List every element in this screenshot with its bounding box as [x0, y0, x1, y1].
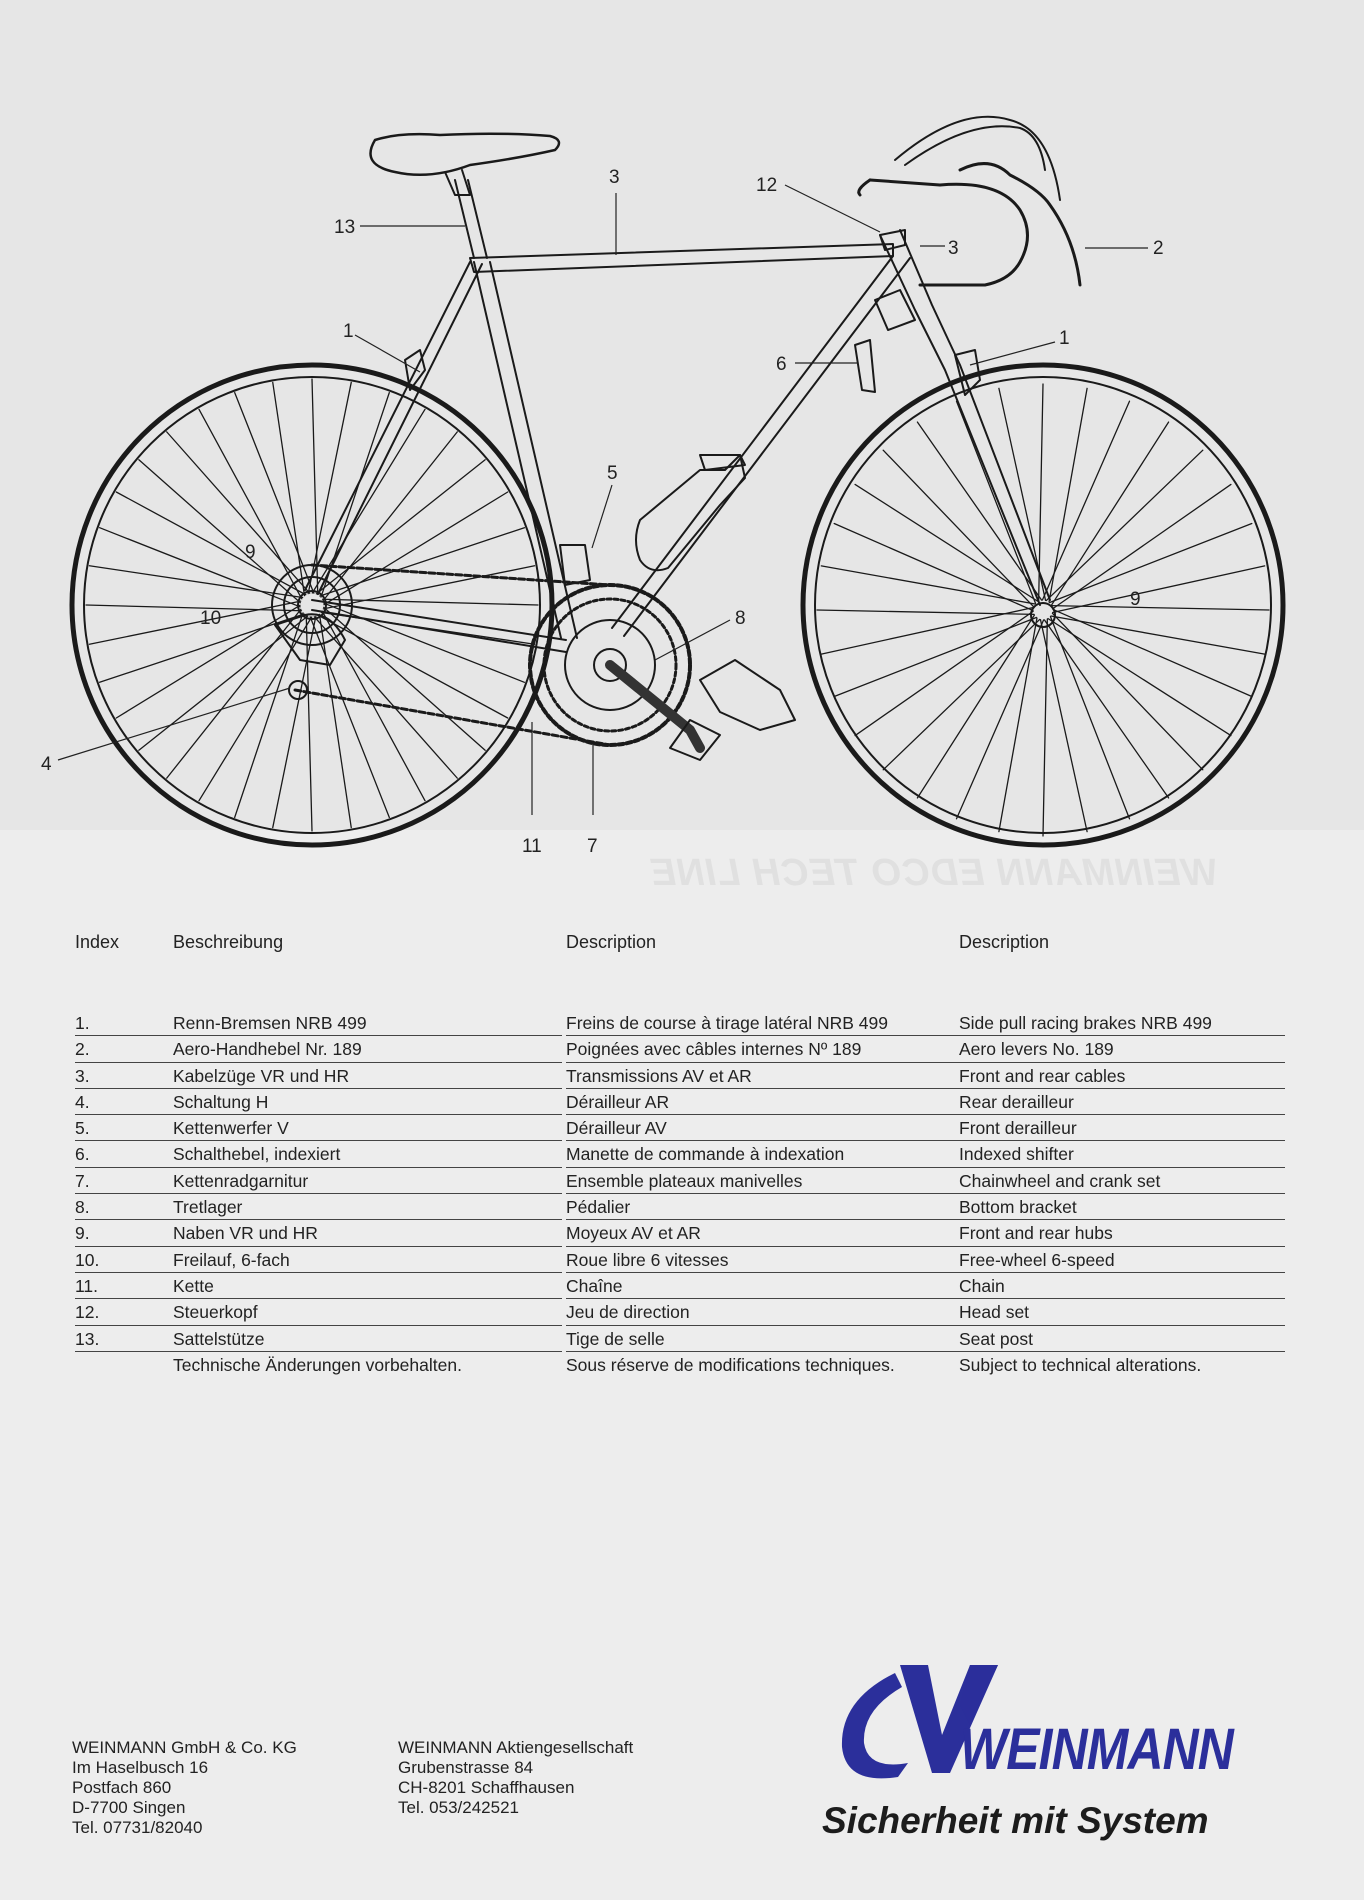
row-en: Bottom bracket	[959, 1197, 1077, 1218]
row-de: Aero-Handhebel Nr. 189	[173, 1039, 362, 1060]
row-fr: Moyeux AV et AR	[566, 1223, 701, 1244]
address-line: D-7700 Singen	[72, 1798, 186, 1817]
table-row	[75, 1273, 1285, 1299]
spoke	[1053, 609, 1252, 696]
spoke	[999, 618, 1037, 832]
header-fr: Description	[566, 932, 657, 952]
spoke	[273, 382, 305, 595]
row-de: Kette	[173, 1275, 214, 1296]
row-en: Indexed shifter	[959, 1144, 1074, 1165]
spoke	[199, 617, 312, 801]
rear-derailleur	[272, 565, 352, 699]
callout-label: 1	[343, 321, 354, 342]
row-de: Steuerkopf	[173, 1302, 258, 1323]
spoke	[883, 619, 1040, 769]
table-row	[75, 1299, 1285, 1325]
spoke	[199, 409, 302, 598]
spoke	[324, 607, 485, 750]
front-derailleur	[560, 545, 590, 585]
address-switzerland	[398, 1738, 633, 1818]
callout-label: 9	[245, 542, 256, 563]
row-de: Kabelzüge VR und HR	[173, 1065, 350, 1086]
address-line: Tel. 053/242521	[398, 1798, 519, 1817]
callout-label: 1	[1059, 328, 1070, 349]
table-row	[75, 1141, 1285, 1167]
spoke	[322, 611, 425, 800]
table-row	[75, 1010, 1285, 1036]
callout-label: 6	[776, 354, 787, 375]
bicycle-diagram	[0, 0, 1364, 880]
spoke	[855, 484, 1038, 601]
note-en: Subject to technical alterations.	[959, 1354, 1202, 1375]
callout-label: 9	[1130, 589, 1141, 610]
ghost-title: WEINMANN EDCO TECH LINE	[650, 852, 1218, 894]
callout-label: 3	[948, 238, 959, 259]
spoke	[1043, 619, 1047, 836]
spoke	[1044, 620, 1168, 798]
spoke	[167, 432, 310, 593]
row-de: Sattelstütze	[173, 1328, 265, 1349]
row-index: 7.	[75, 1170, 90, 1191]
spoke	[883, 450, 1033, 607]
shifter	[855, 340, 875, 392]
address-line: Tel. 07731/82040	[72, 1818, 203, 1837]
spoke	[917, 615, 1034, 798]
parts-table	[75, 1010, 1285, 1378]
row-de: Tretlager	[173, 1197, 243, 1218]
row-de: Naben VR und HR	[173, 1223, 318, 1244]
row-index: 11.	[75, 1275, 99, 1296]
spoke	[235, 613, 303, 817]
row-en: Aero levers No. 189	[959, 1039, 1114, 1060]
row-en: Chain	[959, 1275, 1005, 1296]
row-fr: Jeu de direction	[566, 1302, 690, 1323]
address-line: WEINMANN Aktiengesellschaft	[398, 1738, 634, 1757]
table-row	[75, 1115, 1285, 1141]
spoke	[139, 460, 300, 603]
row-fr: Roue libre 6 vitesses	[566, 1249, 729, 1270]
rear-wheel	[72, 365, 552, 845]
spoke	[1053, 484, 1231, 608]
callout-label: 7	[587, 836, 598, 857]
address-line: Im Haselbusch 16	[72, 1758, 209, 1777]
row-index: 9.	[75, 1223, 90, 1244]
spoke	[821, 566, 1035, 604]
row-en: Front and rear hubs	[959, 1223, 1113, 1244]
row-en: Chainwheel and crank set	[959, 1170, 1161, 1191]
row-fr: Ensemble plateaux manivelles	[566, 1170, 803, 1191]
callout-label: 12	[756, 175, 778, 196]
callout-label: 4	[41, 754, 52, 775]
row-index: 10.	[75, 1249, 100, 1270]
table-row	[75, 1089, 1285, 1115]
note-fr: Sous réserve de modifications techniques.	[566, 1354, 895, 1375]
row-index: 12.	[75, 1302, 100, 1323]
spoke	[917, 422, 1041, 600]
table-row	[75, 1326, 1285, 1352]
spoke	[318, 615, 507, 718]
spoke	[89, 566, 302, 598]
table-row	[75, 1220, 1285, 1246]
spoke	[1052, 613, 1202, 770]
row-de: Freilauf, 6-fach	[173, 1249, 290, 1270]
row-en: Front derailleur	[959, 1118, 1077, 1139]
row-index: 4.	[75, 1091, 90, 1112]
chain	[295, 565, 610, 745]
table-note-row	[75, 1352, 1285, 1378]
row-fr: Transmissions AV et AR	[566, 1065, 752, 1086]
spoke	[817, 610, 1034, 614]
spoke	[1051, 616, 1265, 654]
row-de: Kettenradgarnitur	[173, 1170, 309, 1191]
address-germany	[72, 1738, 297, 1838]
table-row	[75, 1194, 1285, 1220]
row-fr: Dérailleur AR	[566, 1091, 670, 1112]
row-fr: Freins de course à tirage latéral NRB 499	[566, 1013, 888, 1033]
row-index: 6.	[75, 1144, 90, 1165]
row-de: Kettenwerfer V	[173, 1118, 289, 1139]
brand-slogan: Sicherheit mit System	[822, 1800, 1209, 1841]
callout-label: 10	[200, 608, 222, 629]
address-line: Postfach 860	[72, 1778, 172, 1797]
row-fr: Manette de commande à indexation	[566, 1144, 845, 1165]
brand-name: WEINMANN	[960, 1717, 1233, 1782]
row-en: Head set	[959, 1302, 1030, 1323]
row-index: 8.	[75, 1197, 90, 1218]
row-index: 3.	[75, 1065, 90, 1086]
row-en: Free-wheel 6-speed	[959, 1249, 1115, 1270]
spoke	[1042, 401, 1129, 600]
spoke	[957, 620, 1044, 819]
address-line: Grubenstrasse 84	[398, 1758, 534, 1777]
chainring	[530, 585, 795, 760]
note-de: Technische Änderungen vorbehalten.	[173, 1354, 462, 1375]
spoke	[1049, 388, 1087, 602]
spoke	[320, 528, 524, 596]
spoke	[1052, 422, 1169, 605]
frame	[305, 180, 1050, 652]
row-de: Schaltung H	[173, 1091, 269, 1112]
callout-label: 8	[735, 608, 746, 629]
row-de: Schalthebel, indexiert	[173, 1144, 341, 1165]
row-fr: Poignées avec câbles internes Nº 189	[566, 1039, 862, 1060]
row-fr: Chaîne	[566, 1275, 623, 1296]
callout-lines	[58, 185, 1148, 815]
row-fr: Pédalier	[566, 1197, 631, 1218]
spoke	[1039, 384, 1043, 601]
row-index: 1.	[75, 1013, 90, 1033]
callout-label: 3	[609, 167, 620, 188]
saddle	[371, 134, 560, 175]
table-row	[75, 1168, 1285, 1194]
row-index: 2.	[75, 1039, 90, 1060]
callout-label: 11	[522, 836, 542, 857]
address-line: CH-8201 Schaffhausen	[398, 1778, 575, 1797]
spoke	[319, 614, 351, 827]
row-index: 13.	[75, 1328, 100, 1349]
front-wheel	[803, 365, 1283, 845]
row-en: Side pull racing brakes NRB 499	[959, 1013, 1212, 1033]
spoke	[1052, 606, 1269, 610]
spoke	[855, 611, 1033, 735]
row-fr: Dérailleur AV	[566, 1118, 667, 1139]
row-en: Seat post	[959, 1328, 1033, 1349]
header-index: Index	[75, 932, 120, 952]
row-en: Front and rear cables	[959, 1065, 1126, 1086]
spoke	[323, 432, 457, 601]
callout-label: 13	[334, 217, 356, 238]
spoke	[324, 492, 508, 605]
callout-label: 5	[607, 463, 618, 484]
header-de: Beschreibung	[173, 932, 284, 952]
address-line: WEINMANN GmbH & Co. KG	[72, 1738, 297, 1757]
callout-label: 2	[1153, 238, 1164, 259]
table-row	[75, 1247, 1285, 1273]
spoke	[1046, 450, 1203, 600]
spoke	[1048, 619, 1231, 736]
table-row	[75, 1036, 1285, 1062]
row-index: 5.	[75, 1118, 90, 1139]
row-en: Rear derailleur	[959, 1091, 1074, 1112]
header-en: Description	[959, 932, 1050, 952]
row-fr: Tige de selle	[566, 1328, 665, 1349]
table-row	[75, 1063, 1285, 1089]
spoke	[834, 524, 1033, 611]
row-de: Renn-Bremsen NRB 499	[173, 1013, 367, 1033]
callout-labels	[41, 167, 1164, 857]
spoke	[116, 492, 305, 595]
